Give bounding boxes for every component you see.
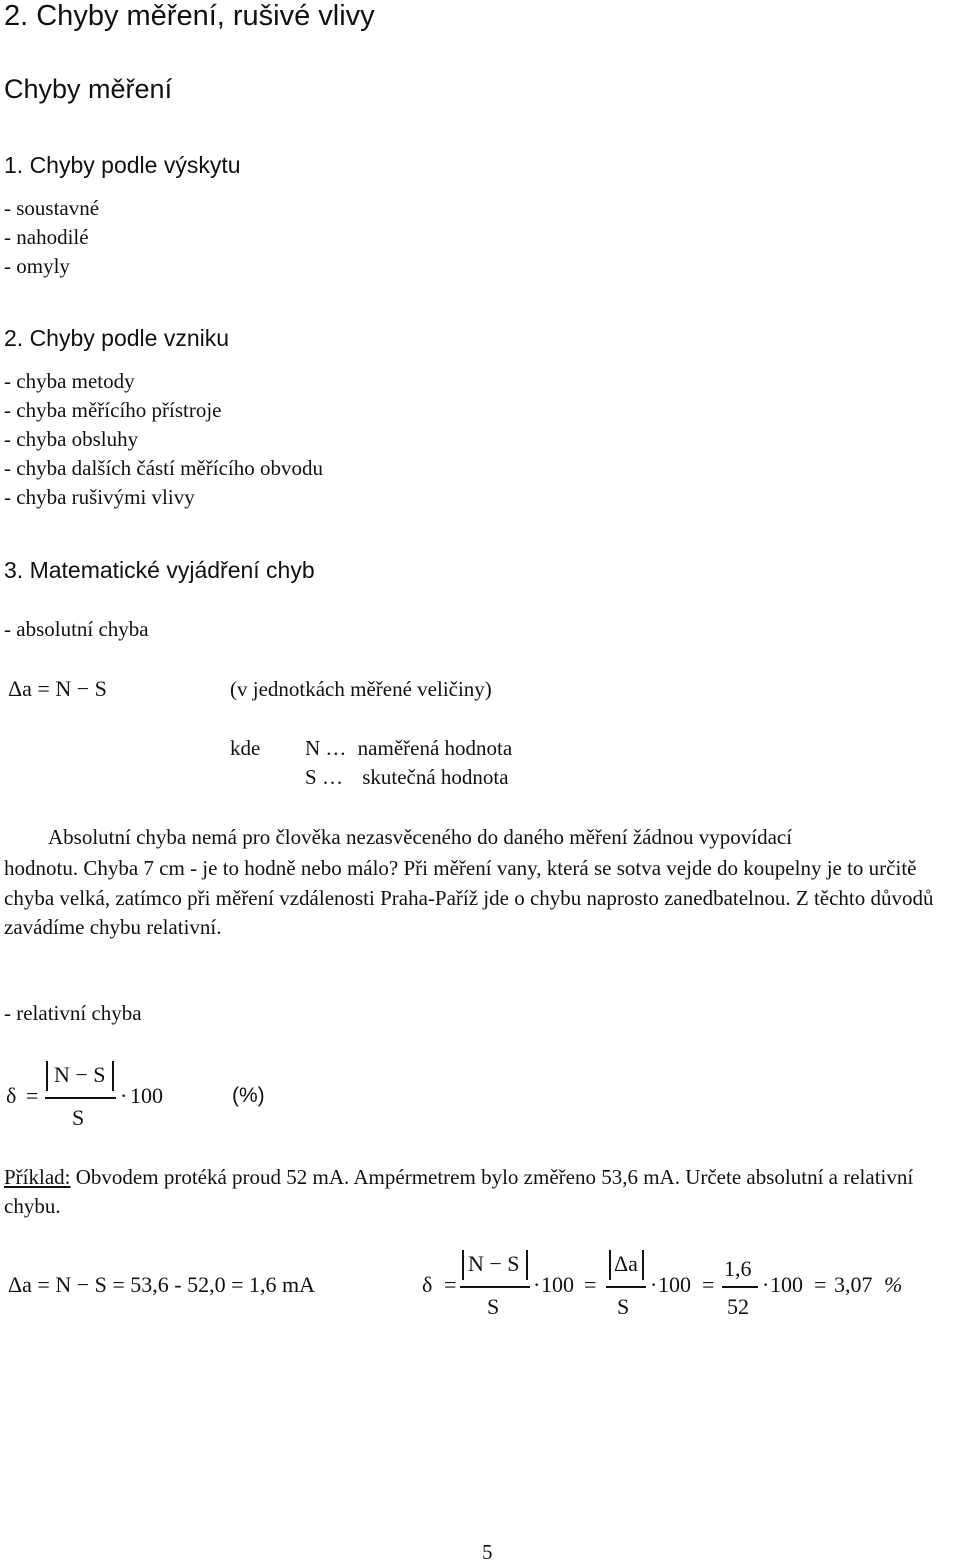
fraction-bar	[460, 1286, 530, 1288]
section3-heading: 3. Matematické vyjádření chyb	[4, 557, 315, 583]
list-item: - chyba rušivými vlivy	[4, 485, 195, 509]
fraction-denominator: S	[72, 1105, 85, 1130]
unit-note: (v jednotkách měřené veličiny)	[230, 677, 492, 701]
abs-bar-right	[112, 1061, 114, 1091]
paragraph-first-line: Absolutní chyba nemá pro člověka nezasvěceného do daného měření žádnou vypovídací	[48, 825, 793, 849]
list-item: - omyly	[4, 254, 70, 278]
multiply-dot: ·	[533, 1272, 541, 1297]
abs-bar-right	[642, 1250, 644, 1280]
example-line-1	[4, 1163, 934, 1221]
example-label: Příklad:	[4, 1165, 71, 1189]
abs-bar-left	[46, 1061, 48, 1091]
absolute-solution: Δa = N − S = 53,6 - 52,0 = 1,6 mA	[8, 1272, 315, 1297]
fraction-numerator: N − S	[54, 1062, 106, 1087]
fraction-numerator: N − S	[468, 1251, 520, 1276]
paragraph: hodnotu. Chyba 7 cm - je to hodně nebo málo? Při měření vany, která se sotva vejde do koupelny je to určitě chyba velká, zatímco při měření vzdálenosti Praha-Paříž jde o chybu naprosto zanedbatelnou. Z těchto důvodů zavádíme chybu relativní.	[4, 856, 934, 939]
multiply-dot: ·	[650, 1272, 658, 1297]
where-item-n: N … naměřená hodnota	[305, 736, 513, 760]
hundred: 100	[770, 1272, 803, 1297]
equals-sign: =	[444, 1272, 457, 1297]
fraction-bar	[606, 1286, 646, 1288]
result-value: 3,07	[834, 1272, 873, 1297]
absolute-error-label: - absolutní chyba	[4, 617, 149, 641]
section2-heading: 2. Chyby podle vzniku	[4, 325, 230, 351]
list-item: - soustavné	[4, 196, 100, 220]
list-item: - chyba měřícího přístroje	[4, 398, 222, 422]
list-item: - chyba metody	[4, 369, 135, 393]
where-label: kde	[230, 736, 261, 760]
hundred: 100	[658, 1272, 691, 1297]
fraction-denominator: S	[617, 1294, 630, 1319]
equals-sign: =	[584, 1272, 597, 1297]
result-unit: %	[884, 1272, 903, 1297]
relative-error-label: - relativní chyba	[4, 1001, 142, 1025]
fraction-denominator: 52	[727, 1294, 749, 1319]
fraction-numerator: Δa	[614, 1251, 638, 1276]
fraction-denominator: S	[487, 1294, 500, 1319]
section1-heading: 1. Chyby podle výskytu	[4, 152, 241, 178]
equals-sign: =	[814, 1272, 827, 1297]
abs-bar-left	[609, 1250, 611, 1280]
page-title: 2. Chyby měření, rušivé vlivy	[4, 0, 375, 32]
list-item: - chyba dalších částí měřícího obvodu	[4, 456, 323, 480]
fraction-numerator: 1,6	[724, 1256, 752, 1281]
subtitle: Chyby měření	[4, 74, 173, 104]
abs-bar-left	[462, 1250, 464, 1280]
multiply-dot: ·	[762, 1272, 770, 1297]
fraction-bar	[722, 1286, 758, 1288]
absolute-error-formula: Δa = N − S	[8, 676, 107, 701]
equals-sign: =	[702, 1272, 715, 1297]
delta-symbol: δ	[422, 1272, 433, 1297]
multiply-dot: ·	[120, 1083, 128, 1108]
delta-symbol: δ	[6, 1083, 17, 1108]
equals-sign: =	[26, 1083, 39, 1108]
page-number: 5	[482, 1540, 493, 1564]
fraction-bar	[45, 1097, 116, 1099]
abs-bar-right	[526, 1250, 528, 1280]
hundred: 100	[130, 1083, 163, 1108]
list-item: - chyba obsluhy	[4, 427, 139, 451]
list-item: - nahodilé	[4, 225, 89, 249]
hundred: 100	[541, 1272, 574, 1297]
example-text: Obvodem protéká proud 52 mA. Ampérmetrem bylo změřeno 53,6 mA. Určete absolutní a relativní chybu.	[4, 1165, 914, 1218]
percent-unit: (%)	[232, 1084, 265, 1107]
where-item-s: S … skutečná hodnota	[305, 765, 509, 789]
